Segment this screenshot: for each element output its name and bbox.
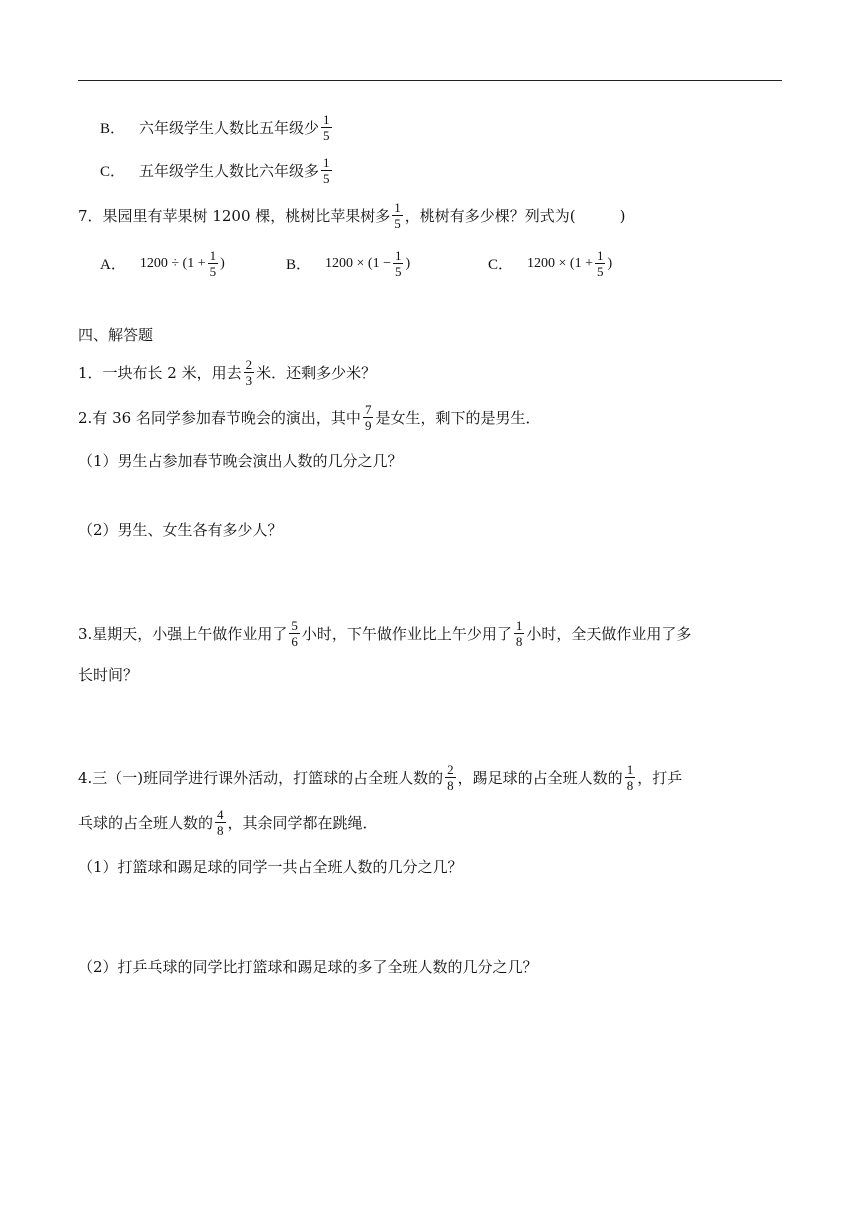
option-label: B． — [286, 257, 312, 273]
problem-2-sub-2: （2）男生、女生各有多少人？ — [78, 521, 283, 539]
numerator: 1 — [515, 618, 523, 633]
denominator: 5 — [394, 216, 401, 231]
problem-text-c: 小时，全天做作业用了多 — [526, 625, 692, 643]
stem-text-before: 果园里有苹果树 1200 棵，桃树比苹果树多 — [102, 207, 391, 225]
problem-text-b: ，踢足球的占全班人数的 — [457, 769, 623, 787]
fraction — [393, 248, 404, 279]
expr-post: ) — [220, 255, 225, 271]
stem-text-after: ，桃树有多少棵？列式为 — [404, 207, 570, 225]
fraction — [445, 762, 456, 793]
answer-paren-open: ( — [569, 206, 576, 225]
fraction — [625, 762, 636, 793]
problem-4-sub-1: （1）打篮球和踢足球的同学一共占全班人数的几分之几？ — [78, 858, 463, 876]
numerator: 5 — [291, 618, 298, 633]
numerator: 1 — [626, 762, 634, 777]
option-text: 六年级学生人数比五年级少 — [139, 119, 320, 137]
numerator: 1 — [209, 248, 217, 263]
denominator: 8 — [626, 778, 634, 793]
fraction — [289, 618, 300, 649]
fraction — [595, 248, 606, 279]
denominator: 5 — [596, 264, 604, 279]
denominator: 5 — [209, 264, 217, 279]
fraction — [321, 112, 332, 143]
numerator: 2 — [245, 357, 253, 372]
denominator: 8 — [217, 823, 224, 838]
problem-text-b: 小时，下午做作业比上午少用了 — [301, 625, 512, 643]
fraction — [321, 155, 332, 186]
problem-4-sub-2: （2）打乒乓球的同学比打篮球和踢足球的多了全班人数的几分之几？ — [78, 958, 538, 976]
option-label: C． — [100, 164, 126, 180]
problem-text-line2-b: ，其余同学都在跳绳． — [227, 814, 378, 832]
denominator: 9 — [364, 418, 372, 433]
q7-option-b — [286, 248, 410, 279]
option-expression — [527, 248, 612, 279]
numerator: 4 — [217, 807, 224, 822]
problem-4 — [78, 762, 682, 793]
denominator: 5 — [394, 264, 402, 279]
problem-1 — [78, 357, 376, 388]
problem-text-a: 4.三（一)班同学进行课外活动，打篮球的占全班人数的 — [78, 769, 444, 787]
denominator: 5 — [323, 128, 330, 143]
option-label: B． — [100, 121, 126, 137]
header-rule — [78, 80, 782, 81]
problem-2 — [78, 402, 540, 433]
problem-text-a: 3.星期天，小强上午做作业用了 — [78, 625, 288, 643]
denominator: 3 — [245, 373, 253, 388]
expr-pre: 1200 ÷ (1 + — [139, 255, 206, 271]
expr-pre: 1200 × (1 + — [527, 255, 593, 271]
fraction — [208, 248, 219, 279]
denominator: 8 — [515, 634, 523, 649]
denominator: 5 — [323, 171, 330, 186]
fraction — [215, 807, 226, 838]
problem-2-sub-1: （1）男生占参加春节晚会演出人数的几分之几？ — [78, 452, 403, 470]
q7-option-c — [488, 248, 612, 279]
denominator: 6 — [291, 634, 298, 649]
numerator: 1 — [394, 248, 402, 263]
expr-pre: 1200 × (1 − — [325, 255, 391, 271]
numerator: 7 — [364, 402, 372, 417]
problem-3-line-2: 长时间？ — [78, 666, 139, 684]
problem-text-before: 2.有 36 名同学参加春节晚会的演出，其中 — [78, 409, 361, 427]
question-number: 7． — [78, 207, 103, 225]
option-expression — [325, 248, 410, 279]
option-expression — [140, 248, 225, 279]
denominator: 8 — [447, 778, 454, 793]
problem-text-after: 是女生，剩下的是男生． — [375, 409, 541, 427]
fraction — [392, 200, 403, 231]
expr-post: ) — [405, 255, 411, 271]
numerator: 1 — [323, 112, 330, 127]
fraction — [514, 618, 525, 649]
fraction — [244, 357, 255, 388]
option-label: A． — [100, 257, 126, 273]
numerator: 1 — [596, 248, 604, 263]
section-heading: 四、解答题 — [78, 326, 154, 344]
numerator: 2 — [447, 762, 454, 777]
numerator: 1 — [323, 155, 330, 170]
problem-text-c: ，打乒 — [637, 769, 683, 787]
option-text: 五年级学生人数比六年级多 — [139, 162, 320, 180]
answer-paren-close: ) — [619, 206, 626, 225]
problem-4-line-2 — [78, 807, 378, 838]
option-label: C． — [488, 257, 514, 273]
fraction — [363, 402, 374, 433]
problem-text-after: 米．还剩多少米？ — [256, 364, 377, 382]
expr-post: ) — [607, 255, 613, 271]
problem-3 — [78, 618, 691, 649]
problem-text-line2-a: 乓球的占全班人数的 — [78, 814, 214, 832]
problem-text-before: 1．一块布长 2 米，用去 — [78, 364, 242, 382]
q6-option-b — [100, 112, 334, 143]
q6-option-c — [100, 155, 334, 186]
q7-option-a — [100, 248, 225, 279]
numerator: 1 — [394, 200, 401, 215]
q7-stem — [78, 200, 626, 231]
